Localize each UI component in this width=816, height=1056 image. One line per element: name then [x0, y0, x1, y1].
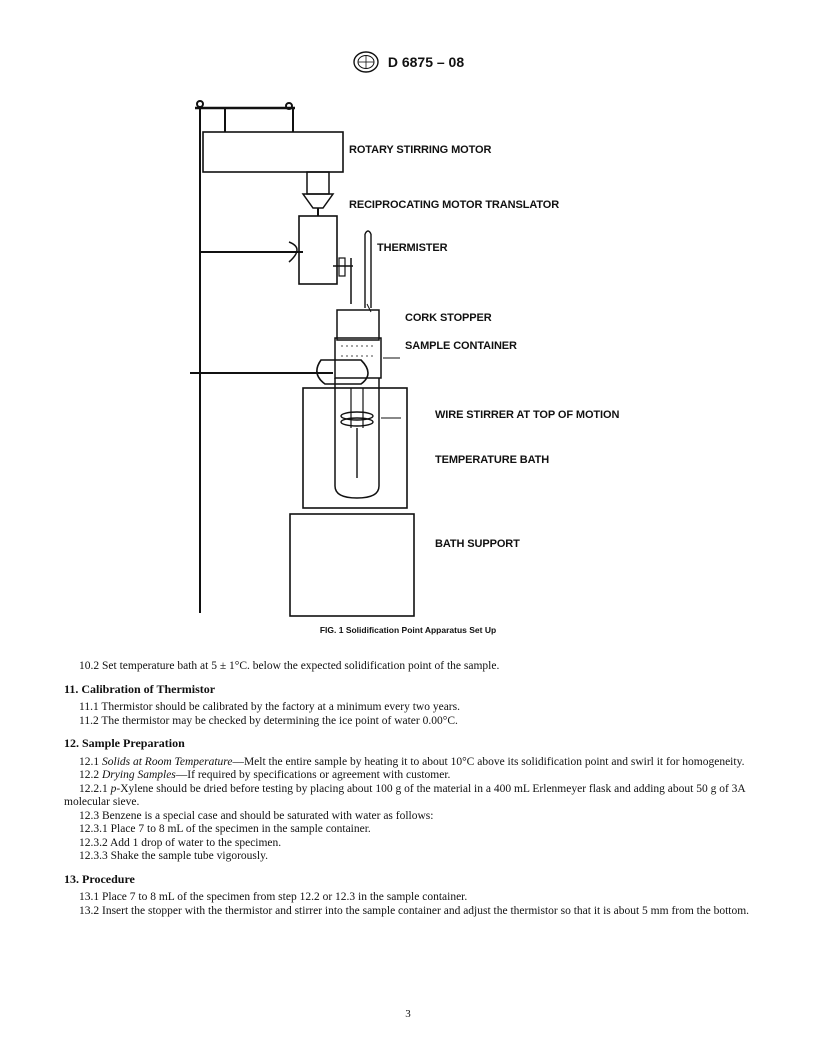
- paragraph-12-3-3: 12.3.3 Shake the sample tube vigorously.: [79, 850, 268, 862]
- paragraph-number: 12.2.1: [79, 782, 111, 795]
- label-wire-stirrer: WIRE STIRRER AT TOP OF MOTION: [435, 409, 620, 421]
- section-heading-13: 13. Procedure: [64, 871, 135, 886]
- label-bath-support: BATH SUPPORT: [435, 538, 520, 550]
- paragraph-13-1: 13.1 Place 7 to 8 mL of the specimen from step 12.2 or 12.3 in the sample container.: [79, 891, 468, 903]
- paragraph-body: -Xylene should be dried before testing by placing about 100 g of the material in a 400 mL Erlenmeyer flask and adding about 50 g of 3A molecular sieve.: [64, 782, 746, 808]
- paragraph-12-3: 12.3 Benzene is a special case and should be saturated with water as follows:: [79, 809, 434, 822]
- section-heading-11: 11. Calibration of Thermistor: [64, 681, 216, 696]
- paragraph-body: —If required by specifications or agreement with customer.: [175, 769, 451, 781]
- label-reciprocating-motor-translator: RECIPROCATING MOTOR TRANSLATOR: [349, 199, 560, 211]
- paragraph-11-1: 11.1 Thermistor should be calibrated by the factory at a minimum every two years.: [79, 701, 460, 713]
- paragraph-12-3-2: 12.3.2 Add 1 drop of water to the specimen.: [79, 836, 282, 849]
- astm-logo-icon: [352, 50, 380, 74]
- label-cork-stopper: CORK STOPPER: [405, 312, 492, 324]
- apparatus-diagram: [185, 98, 665, 618]
- paragraph-12-2: [64, 769, 770, 783]
- figure-caption: FIG. 1 Solidification Point Apparatus Set Up: [319, 625, 497, 635]
- label-rotary-stirring-motor: ROTARY STIRRING MOTOR: [349, 144, 492, 156]
- paragraph-run-in-title: Solids at Room Temperature: [102, 755, 233, 768]
- body-text: [64, 660, 770, 918]
- paragraph-12-1: [64, 756, 770, 770]
- page-header: [0, 50, 816, 74]
- document-id: D 6875 – 08: [387, 54, 465, 70]
- paragraph-11-2: 11.2 The thermistor may be checked by determining the ice point of water 0.00°C.: [79, 714, 458, 727]
- paragraph-12-2-1: [64, 783, 770, 810]
- paragraph-13-2: 13.2 Insert the stopper with the thermistor and stirrer into the sample container and adjust the thermistor so that it is about 5 mm from the bottom.: [79, 904, 750, 917]
- page-number: 3: [405, 1008, 411, 1020]
- paragraph-italic-prefix: p: [110, 782, 117, 795]
- section-heading-12: 12. Sample Preparation: [64, 736, 185, 750]
- paragraph-number: 12.2: [79, 769, 102, 781]
- paragraph-12-3-1: 12.3.1 Place 7 to 8 mL of the specimen in the sample container.: [79, 823, 371, 835]
- paragraph-run-in-title: Drying Samples: [102, 769, 176, 781]
- apparatus-figure: [185, 98, 665, 618]
- paragraph-10-2: 10.2 Set temperature bath at 5 ± 1°C. below the expected solidification point of the sample.: [79, 660, 500, 672]
- label-sample-container: SAMPLE CONTAINER: [405, 340, 517, 352]
- paragraph-number: 12.1: [79, 755, 102, 768]
- paragraph-body: —Melt the entire sample by heating it to about 10°C above its solidification point and swirl it for homogeneity.: [232, 755, 745, 768]
- label-thermister: THERMISTER: [377, 242, 448, 254]
- label-temperature-bath: TEMPERATURE BATH: [435, 454, 550, 466]
